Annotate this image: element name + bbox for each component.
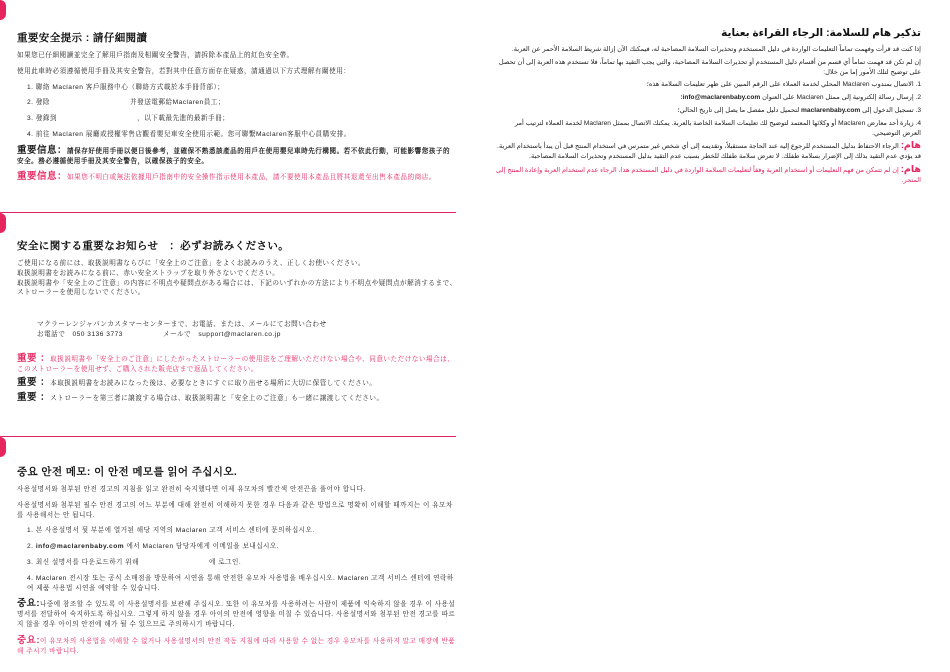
chinese-section bbox=[17, 30, 457, 183]
japanese-contact-details bbox=[17, 330, 457, 340]
chinese-item-2-start: 2. 發除 bbox=[27, 99, 51, 107]
section-tab-marker bbox=[0, 213, 6, 233]
section-tab-marker bbox=[0, 0, 6, 20]
section-divider bbox=[0, 212, 456, 213]
arabic-item-3 bbox=[495, 106, 921, 116]
korean-title: 중요 안전 메모: 이 안전 메모를 읽어 주십시오. bbox=[17, 466, 238, 478]
korean-item-3-end: 에 로그인. bbox=[209, 558, 242, 566]
chinese-title: 重要安全提示 : 請仔細閱讀 bbox=[17, 32, 148, 44]
chinese-important-2-text: 如果您不明白或無法依據用戶指南中的安全操作指示使用本產品，請不要使用本產品且將其退還至出售本產品的商店。 bbox=[67, 174, 436, 182]
left-column bbox=[0, 0, 470, 672]
korean-important-2-text: 이 유모차의 사용법을 이해할 수 없거나 사용설명서의 안전 작동 지침에 따라 사용할 수 없는 경우 유모차를 사용하지 말고 매장에 반품해 주시기 바랍니다. bbox=[17, 637, 456, 655]
japanese-important-1 bbox=[17, 354, 457, 375]
chinese-item-3-start: 3. 發錄到 bbox=[27, 115, 58, 123]
japanese-email: メールで support@maclaren.co.jp bbox=[162, 330, 281, 338]
arabic-website-link[interactable]: maclarenbaby.com bbox=[801, 106, 861, 114]
arabic-p1: إذا كنت قد قرأت وفهمت تماماً التعليمات الواردة في دليل المستخدم وتحذيرات السلامة المصاحبة له، فيمكنك الآن إزالة شريط السلامة الأحمر عن العربة. bbox=[511, 46, 921, 53]
arabic-important-2 bbox=[495, 165, 921, 186]
chinese-item-2 bbox=[17, 98, 457, 108]
korean-p1: 사용설명서와 첨부된 안전 경고의 지침을 읽고 완전히 숙지했다면 이제 유모차의 빨간색 안전끈을 풀어야 합니다. bbox=[17, 486, 366, 493]
japanese-important-2 bbox=[17, 378, 457, 389]
korean-item-2-text: 에서 Maclaren 담당자에게 이메일을 보내십시오. bbox=[124, 543, 280, 551]
arabic-item-2 bbox=[495, 93, 921, 103]
japanese-important-1-text: 取扱説明書や「安全上のご注意」にしたがったストローラーの使用法をご理解いただけない場合や、同意いただけない場合は、このストローラーを使用せず、ご購入された販売店まで返品してください。 bbox=[17, 355, 455, 373]
arabic-p2: إن لم تكن قد فهمت تماماً أي قسم من أقسام دليل المستخدم أو تحذيرات السلامة المصاحبة، والتي يجب التقيد بها تماماً، فلا تستخدم هذه العربة إلى أن تحصل على توضيح لتلك الأمور إما من خلال: bbox=[498, 58, 921, 76]
japanese-p1: ご使用になる前には、取扱説明書ならびに「安全上のご注意」をよくお読みのうえ、正しくお使いください。 bbox=[17, 260, 365, 267]
japanese-phone: お電話で 050 3136 3773 bbox=[37, 330, 123, 338]
arabic-email-link[interactable]: info@maclarenbaby.com bbox=[682, 94, 761, 102]
chinese-important-2-label: 重要信息： bbox=[17, 171, 68, 183]
arabic-item-3-text: 3. تسجيل الدخول إلى bbox=[860, 106, 921, 114]
arabic-item-2-text: 2. إرسال رسالة إلكترونية إلى ممثل Maclaren على العنوان bbox=[760, 94, 921, 102]
chinese-item-1: 1. 聯絡 Maclaren 客戶服務中心（聯絡方式載於本手冊背部）； bbox=[27, 83, 225, 91]
korean-important-1-label: 중요: bbox=[17, 598, 41, 610]
korean-item-1: 1. 본 사용설명서 뒷 부분에 열거된 해당 지역의 Maclaren 고객 서비스 센터에 문의하십시오. bbox=[27, 527, 315, 535]
chinese-p2: 使用此車時必須遵循使用手冊及其安全警告，若對其中任意方面存在疑惑，請通過以下方式理解有關使用： bbox=[17, 67, 351, 75]
korean-important-2 bbox=[17, 636, 457, 657]
japanese-p3: 取扱説明書や「安全上のご注意」の内容に不明点や疑問点がある場合には、下記のいずれかの方法により不明点や疑問点が解消するまで、ストローラーを使用しないでください。 bbox=[17, 279, 457, 297]
japanese-important-2-label: 重要 ： bbox=[17, 377, 51, 389]
korean-important-1 bbox=[17, 599, 457, 629]
korean-item-2-number: 2. bbox=[27, 543, 36, 551]
chinese-important-1-text: 請保存好使用手冊以便日後參考，並確保不熟悉該產品的用戶在使用嬰兒車時先行構閱。若不依此行動，可能影響您孩子的安全。務必遵循使用手冊及其安全警告，以確保孩子的安全。 bbox=[17, 147, 451, 165]
arabic-important-1-label: هام: bbox=[900, 140, 921, 152]
korean-item-3-start: 3. 최신 설명서를 다운로드하기 위해 bbox=[27, 558, 140, 566]
japanese-important-1-label: 重要 ： bbox=[17, 352, 51, 364]
arabic-important-2-label: هام: bbox=[900, 163, 921, 175]
chinese-item-2-end: 并發送電郵給Maclaren員工； bbox=[130, 99, 225, 107]
arabic-title: تذكير هام للسلامة: الرجاء القراءة بعناية bbox=[721, 27, 921, 39]
chinese-item-4: 4. 前往 Maclaren 展廳或授權零售店觀看嬰兒車安全使用示範。您可聯繫Maclaren客服中心員購安排。 bbox=[27, 130, 352, 138]
japanese-contact-line: マクラーレンジャパンカスタマーセンターまで、お電話、または、メールにてお問い合わせ bbox=[37, 321, 327, 329]
korean-important-2-label: 중요: bbox=[17, 634, 41, 646]
korean-item-3 bbox=[17, 558, 457, 568]
korean-section bbox=[17, 464, 457, 656]
chinese-important-1-label: 重要信息： bbox=[17, 144, 68, 156]
arabic-item-4: 4. زيارة أحد معارض Maclaren أو وكلائها المعتمد لتوضيح لك تعليمات السلامة الخاصة بالعربة. يمكنك الاتصال بممثل Maclaren لخدمة العملاء لترتيب أمر العرض التوضيحي. bbox=[514, 119, 921, 137]
arabic-important-1-text: الرجاء الاحتفاظ بدليل المستخدم للرجوع إليه عند الحاجة مستقبلاً، وتقديمه إلى أي شخص غير متمرس في استخدام المنتج قبل أن يبدأ باستخدام العربة. قد يؤدي عدم التقيد بذلك إلى الإضرار بسلامة طفلك. لا تعرض سلامة طفلك للخطر بسبب عدم التقيد بدليل المستخدم وتحذيرات السلامة المصاحبة. bbox=[497, 143, 921, 161]
chinese-item-3 bbox=[17, 114, 457, 124]
japanese-important-3 bbox=[17, 393, 457, 404]
korean-email-link[interactable]: info@maclarenbaby.com bbox=[35, 543, 125, 551]
arabic-item-1: 1. الاتصال بمندوب Maclaren المحلي لخدمة العملاء على الرقم المبين على ظهر تعليمات السلامة هذه؛ bbox=[646, 81, 921, 89]
japanese-important-3-text: ストローラーを第三者に譲渡する場合は、取扱説明書と「安全上のご注意」も一緒に譲渡してください。 bbox=[50, 395, 384, 403]
korean-item-4: 4. Maclaren 전시장 또는 공식 소매점을 방문하여 시연을 통해 안전한 유모차 사용법을 배우십시오. Maclaren 고객 서비스 센터에 연락하여 제품 사용법 시연을 예약할 수 있습니다. bbox=[27, 574, 454, 592]
korean-item-2 bbox=[17, 542, 457, 552]
japanese-important-2-text: 本取扱説明書をお読みになった後は、必要なときにすぐに取り出せる場所に大切に保管してください。 bbox=[50, 380, 377, 388]
arabic-item-2-end: ؛ bbox=[680, 94, 683, 102]
japanese-p2: 取扱説明書をお読みになる前に、赤い安全ストラップを取り外さないでください。 bbox=[17, 269, 280, 277]
chinese-item-3-end: ，以下載最先進的最新手冊； bbox=[137, 115, 230, 123]
section-divider bbox=[0, 436, 456, 437]
section-tab-marker bbox=[0, 437, 6, 457]
japanese-important-3-label: 重要 ： bbox=[17, 392, 51, 404]
chinese-important-1 bbox=[17, 146, 457, 167]
right-column bbox=[475, 0, 950, 672]
japanese-section bbox=[17, 238, 457, 404]
chinese-p1: 如果您已仔細閱讀並完全了解用戶指南及相關安全警告，請拆除本產品上的紅色安全帶。 bbox=[17, 52, 294, 59]
korean-important-1-text: 나중에 참조할 수 있도록 이 사용설명서를 보관해 주십시오. 또한 이 유모차를 사용하려는 사람이 제품에 익숙하지 않을 경우 이 사용설명서를 전달하여 숙지하도록 하십시오. 그렇게 하지 않을 경우 아이의 안전에 영향을 미칠 수 있습니다. 사용설명서와 첨부된 안전 경고를 따르지 않을 경우 아이의 안전에 해가 될 수 있으므로 주의하시기 바랍니다. bbox=[17, 601, 456, 628]
arabic-item-3-end: لتحميل دليل مفصل ما يصل إلى تاريخ الحالي؛ bbox=[677, 106, 802, 114]
korean-p2: 사용설명서와 첨부된 필수 안전 경고의 어느 부분에 대해 완전히 이해하지 못한 경우 다음과 같은 방법으로 명확히 이해할 때까지는 이 유모차를 사용해서는 안 됩니다. bbox=[17, 501, 453, 519]
japanese-title: 安全に関する重要なお知らせ ：必ずお読みください。 bbox=[17, 240, 290, 252]
arabic-important-1 bbox=[495, 141, 921, 162]
chinese-important-2 bbox=[17, 172, 457, 183]
arabic-section bbox=[495, 27, 921, 186]
arabic-important-2-text: إن لم تتمكن من فهم التعليمات أو استخدام العربة وفقاً لتعليمات السلامة الواردة في دليل المستخدم هذا، الرجاء عدم استخدام العربة وإعادة المنتج إلى المتجر. bbox=[496, 166, 921, 184]
